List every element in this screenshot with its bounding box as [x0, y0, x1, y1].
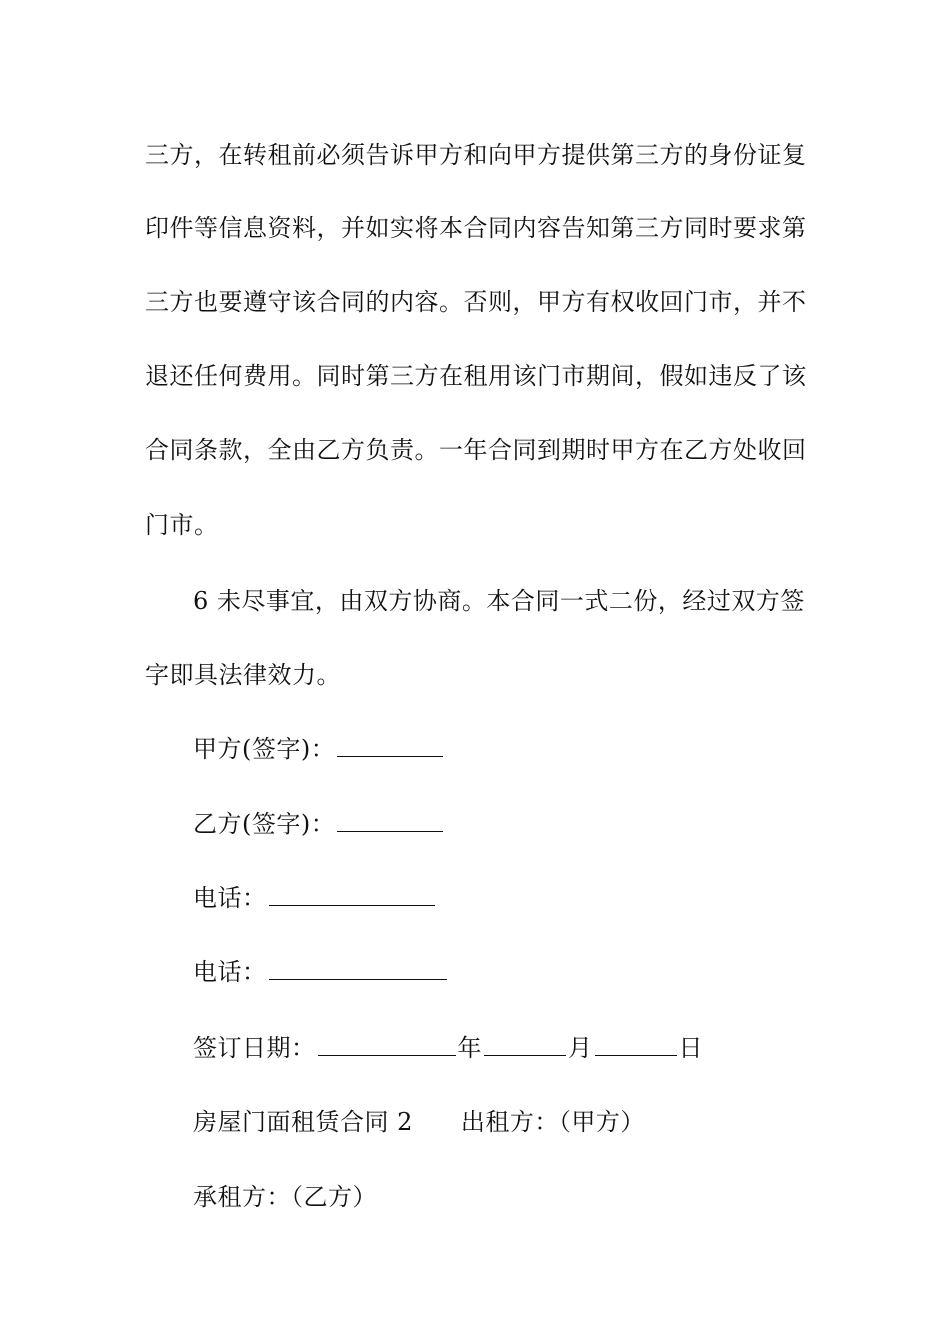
paragraph-line-4: 退还任何费用。同时第三方在租用该门市期间，假如违反了该	[145, 362, 807, 390]
paragraph-line-5: 合同条款，全由乙方负责。一年合同到期时甲方在乙方处收回	[145, 436, 807, 464]
party-b-label: 乙方(签字)：	[193, 810, 336, 838]
phone-1-blank[interactable]	[269, 883, 435, 906]
party-b-signature	[193, 809, 445, 839]
party-a-blank[interactable]	[337, 734, 443, 757]
year-unit: 年	[457, 1034, 482, 1062]
phone-2	[193, 957, 449, 987]
paragraph-line-6: 门市。	[145, 511, 219, 539]
party-a-label: 甲方(签字)：	[193, 735, 336, 763]
phone-1-label: 电话：	[193, 884, 267, 912]
day-unit: 日	[678, 1034, 703, 1062]
contract-2-header	[193, 1107, 645, 1137]
paragraph-line-3: 三方也要遵守该合同的内容。否则，甲方有权收回门市，并不	[145, 288, 807, 316]
day-blank[interactable]	[595, 1033, 677, 1056]
phone-1	[193, 883, 437, 913]
phone-2-label: 电话：	[193, 958, 267, 986]
year-blank[interactable]	[318, 1033, 456, 1056]
month-blank[interactable]	[484, 1033, 566, 1056]
party-b-blank[interactable]	[337, 809, 443, 832]
lessor-label: 出租方：（甲方）	[460, 1108, 645, 1136]
phone-2-blank[interactable]	[269, 957, 447, 980]
clause-6-line-1: 6 未尽事宜，由双方协商。本合同一式二份，经过双方签	[193, 587, 805, 615]
clause-6-line-2: 字即具法律效力。	[145, 661, 341, 689]
lessee-label: 承租方：（乙方）	[193, 1183, 377, 1211]
month-unit: 月	[568, 1034, 593, 1062]
sign-date-label: 签订日期：	[193, 1034, 316, 1062]
contract-2-title: 房屋门面租赁合同 2	[193, 1108, 413, 1136]
paragraph-line-1: 三方，在转租前必须告诉甲方和向甲方提供第三方的身份证复	[145, 141, 807, 169]
sign-date	[193, 1033, 703, 1063]
paragraph-line-2: 印件等信息资料，并如实将本合同内容告知第三方同时要求第	[145, 214, 807, 242]
party-a-signature	[193, 734, 445, 764]
